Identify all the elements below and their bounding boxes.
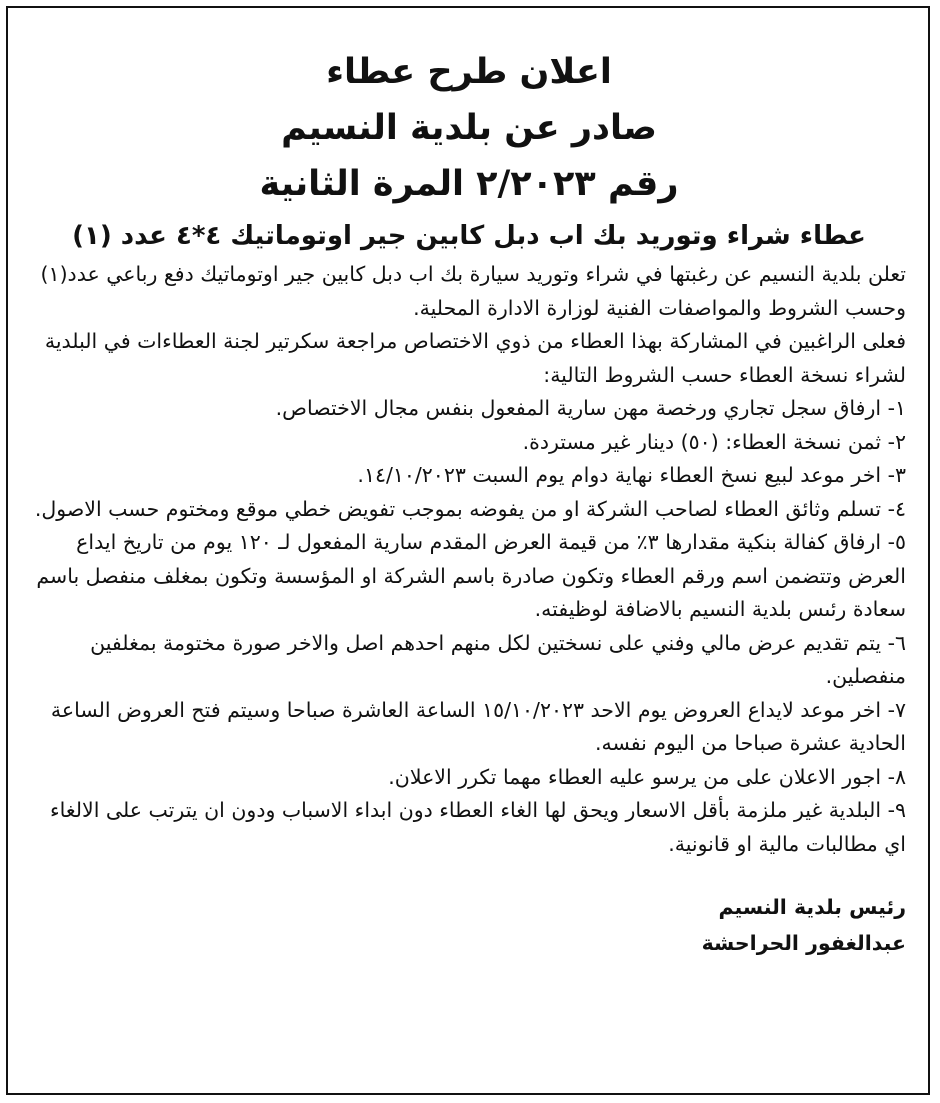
intro-paragraph: تعلن بلدية النسيم عن رغبتها في شراء وتوريد سيارة بك اب دبل كابين جير اوتوماتيك دفع رباعي عدد(١) وحسب الشروط والمواصفات الفنية لوزارة الادارة المحلية. (40, 262, 906, 320)
condition-item: ١- ارفاق سجل تجاري ورخصة مهن سارية المفعول بنفس مجال الاختصاص. (275, 396, 906, 420)
signatory-name: عبدالغفور الحراحشة (701, 931, 906, 955)
notice-body (32, 258, 906, 861)
condition-item: ٩- البلدية غير ملزمة بأقل الاسعار ويحق لها الغاء العطاء دون ابداء الاسباب ودون ان يترتب على الالغاء اي مطالبات مالية او قانونية. (50, 798, 906, 856)
tender-notice (8, 8, 928, 961)
condition-item: ٧- اخر موعد لايداع العروض يوم الاحد ١٥/١٠/٢٠٢٣ الساعة العاشرة صباحا وسيتم فتح العروض الساعة الحادية عشرة صباحا من اليوم نفسه. (50, 697, 906, 755)
notice-title: اعلان طرح عطاء (326, 52, 612, 92)
issuer-line: صادر عن بلدية النسيم (281, 108, 657, 148)
condition-item: ٣- اخر موعد لبيع نسخ العطاء نهاية دوام يوم السبت ١٤/١٠/٢٠٢٣. (357, 463, 906, 487)
notice-header (32, 44, 906, 212)
condition-item: ٦- يتم تقديم عرض مالي وفني على نسختين لكل منهم احدهم اصل والاخر صورة مختومة بمغلفين منفصلين. (90, 630, 906, 688)
notice-frame (6, 6, 930, 1095)
condition-item: ٢- ثمن نسخة العطاء: (٥٠) دينار غير مستردة. (522, 429, 906, 454)
signature-block (32, 889, 906, 961)
intro-paragraph: فعلى الراغبين في المشاركة بهذا العطاء من ذوي الاختصاص مراجعة سكرتير لجنة العطاءات في البلدية لشراء نسخة العطاء حسب الشروط التالية: (44, 329, 906, 387)
condition-item: ٤- تسلم وثائق العطاء لصاحب الشركة او من يفوضه بموجب تفويض خطي موقع ومختوم حسب الاصول. (34, 496, 906, 521)
condition-item: ٥- ارفاق كفالة بنكية مقدارها ٣٪ من قيمة العرض المقدم سارية المفعول لـ ١٢٠ يوم من تاريخ ايداع العرض وتتضمن اسم ورقم العطاء وتكون صادرة باسم الشركة او المؤسسة وتكون بمغلف منفصل باسم سعادة رئىس بلدية النسيم بالاضافة لوظيفته. (36, 530, 906, 621)
signatory-title: رئيس بلدية النسيم (718, 895, 906, 919)
tender-subject: عطاء شراء وتوريد بك اب دبل كابين جير اوتوماتيك ٤*٤ عدد (١) (72, 221, 866, 251)
conditions-list (32, 392, 906, 861)
tender-number: رقم ٢/٢٠٢٣ المرة الثانية (259, 164, 679, 204)
condition-item: ٨- اجور الاعلان على من يرسو عليه العطاء مهما تكرر الاعلان. (388, 764, 906, 789)
